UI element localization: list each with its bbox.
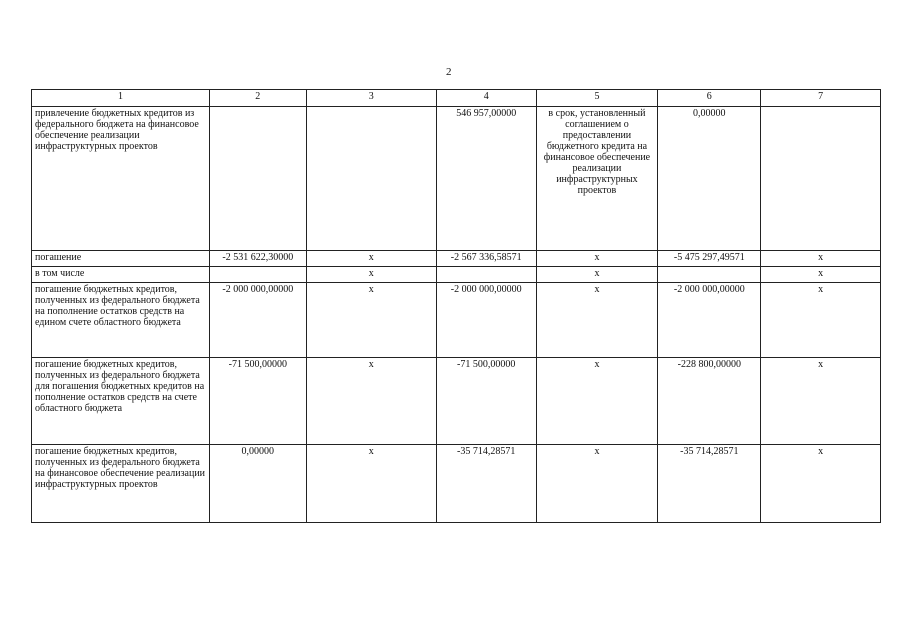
cell-col6: -228 800,00000 [658,358,761,445]
row-label: погашение бюджетных кредитов, полученных из федерального бюджета для погашения бюджетных кредитов на пополнение остатков средств на счете областного бюджета [32,358,210,445]
header-cell-7: 7 [761,90,881,107]
header-cell-4: 4 [436,90,536,107]
cell-col7: х [761,358,881,445]
header-cell-5: 5 [536,90,658,107]
cell-col3 [306,107,436,251]
cell-col5-term: в срок, установленный соглашением о предоставлении бюджетного кредита на финансовое обеспечение реализации инфраструктурных проектов [536,107,658,251]
header-cell-6: 6 [658,90,761,107]
cell-col4 [436,267,536,283]
table-row [32,251,881,267]
cell-col4: -2 567 336,58571 [436,251,536,267]
cell-col7: х [761,267,881,283]
cell-col3: х [306,445,436,523]
row-label: привлечение бюджетных кредитов из федерального бюджета на финансовое обеспечение реализации инфраструктурных проектов [32,107,210,251]
row-label: погашение [32,251,210,267]
cell-col2 [210,267,306,283]
cell-col5: х [536,283,658,358]
cell-col2: -2 531 622,30000 [210,251,306,267]
header-cell-2: 2 [210,90,306,107]
cell-col2: -2 000 000,00000 [210,283,306,358]
cell-col7: х [761,283,881,358]
cell-col6: -5 475 297,49571 [658,251,761,267]
page-number: 2 [446,66,452,78]
cell-col2: -71 500,00000 [210,358,306,445]
cell-col6: -2 000 000,00000 [658,283,761,358]
cell-col4: -35 714,28571 [436,445,536,523]
cell-col7: х [761,445,881,523]
cell-col3: х [306,358,436,445]
cell-col3: х [306,251,436,267]
cell-col4: -71 500,00000 [436,358,536,445]
header-cell-3: 3 [306,90,436,107]
table-row [32,107,881,251]
cell-col2: 0,00000 [210,445,306,523]
cell-col5: х [536,358,658,445]
row-label: в том числе [32,267,210,283]
cell-col4: -2 000 000,00000 [436,283,536,358]
cell-col5: х [536,445,658,523]
table-row [32,445,881,523]
cell-col2 [210,107,306,251]
cell-col7: х [761,251,881,267]
cell-col6: -35 714,28571 [658,445,761,523]
table-header-row [32,90,881,107]
cell-col4: 546 957,00000 [436,107,536,251]
budget-credits-table [31,89,881,523]
row-label: погашение бюджетных кредитов, полученных из федерального бюджета на финансовое обеспечение реализации инфраструктурных проектов [32,445,210,523]
cell-col3: х [306,283,436,358]
cell-col6: 0,00000 [658,107,761,251]
header-cell-1: 1 [32,90,210,107]
table-row [32,358,881,445]
table-row [32,267,881,283]
row-label: погашение бюджетных кредитов, полученных из федерального бюджета на пополнение остатков средств на едином счете областного бюджета [32,283,210,358]
cell-col3: х [306,267,436,283]
cell-col5: х [536,251,658,267]
cell-col7 [761,107,881,251]
cell-col6 [658,267,761,283]
table-row [32,283,881,358]
cell-col5: х [536,267,658,283]
